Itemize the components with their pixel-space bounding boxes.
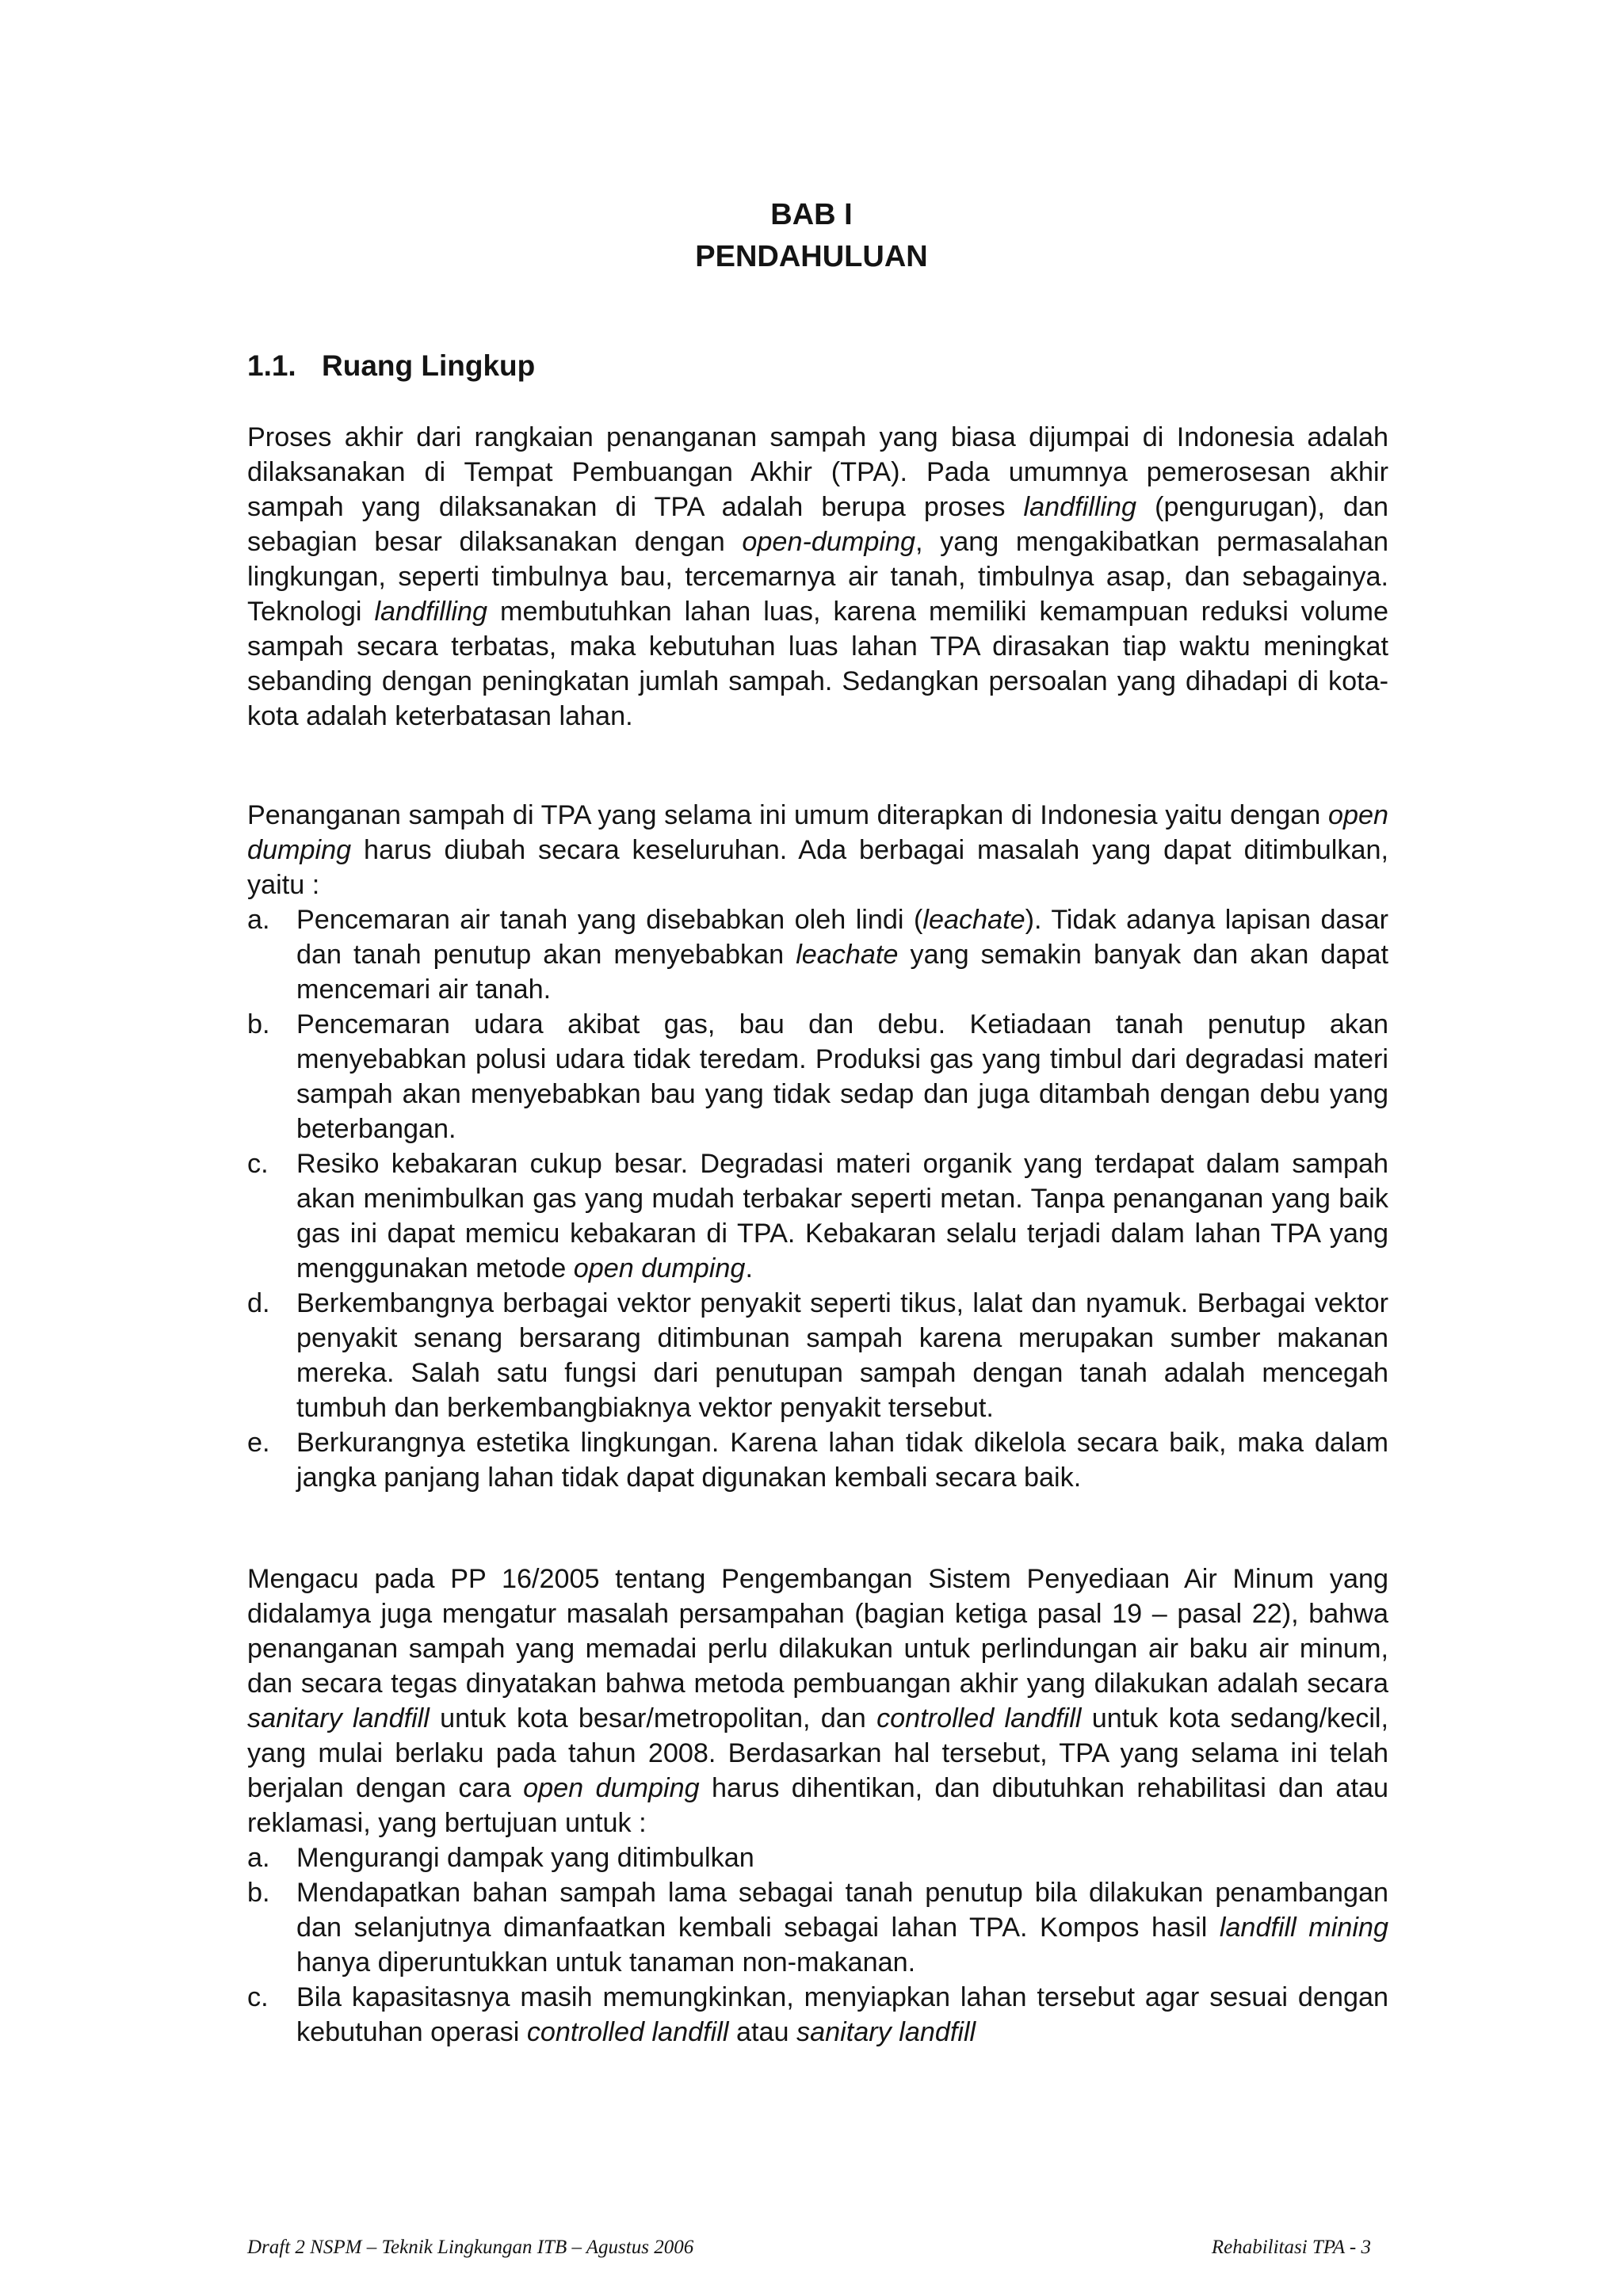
list-marker: c. bbox=[247, 1982, 269, 2012]
footer-page-number: Rehabilitasi TPA - 3 bbox=[1211, 2237, 1371, 2258]
list-marker: b. bbox=[247, 1009, 270, 1039]
paragraph-text: Penanganan sampah di TPA yang selama ini umum diterapkan di Indonesia yaitu dengan open dumping harus diubah secara keseluruhan. Ada berbagai masalah yang dapat ditimbulkan, yaitu : bbox=[247, 800, 1388, 900]
list-marker: b. bbox=[247, 1878, 270, 1908]
paragraph-text: Mengacu pada PP 16/2005 tentang Pengembangan Sistem Penyediaan Air Minum yang didalamya juga mengatur masalah persampahan (bagian ketiga pasal 19 – pasal 22), bahwa penanganan sampah yang memadai perlu dilakukan untuk perlindungan air baku air minum, dan secara tegas dinyatakan bahwa metoda pembuangan akhir yang dilakukan adalah secara sanitary landfill untuk kota besar/metropolitan, dan controlled landfill untuk kota sedang/kecil, yang mulai berlaku pada tahun 2008. Berdasarkan hal tersebut, TPA yang selama ini telah berjalan dengan cara open dumping harus dihentikan, dan dibutuhkan rehabilitasi dan atau reklamasi, yang bertujuan untuk : bbox=[247, 1564, 1389, 1838]
list-marker: e. bbox=[247, 1428, 270, 1458]
section-title: Ruang Lingkup bbox=[322, 349, 536, 382]
paragraph-intro bbox=[247, 420, 1388, 734]
list-marker: c. bbox=[247, 1149, 269, 1179]
list-item: c. Bila kapasitasnya masih memungkinkan, menyiapkan lahan tersebut agar sesuai dengan kebutuhan operasi controlled landfill atau sanitary landfill bbox=[247, 1980, 1388, 2050]
list-marker: d. bbox=[247, 1288, 270, 1318]
paragraph-text: Proses akhir dari rangkaian penanganan sampah yang biasa dijumpai di Indonesia adalah dilaksanakan di Tempat Pembuangan Akhir (TPA). Pada umumnya pemerosesan akhir sampah yang dilaksanakan di TPA adalah berupa proses landfilling (pengurugan), dan sebagian besar dilaksanakan dengan open-dumping, yang mengakibatkan permasalahan lingkungan, seperti timbulnya bau, tercemarnya air tanah, timbulnya asap, dan sebagainya. Teknologi landfilling membutuhkan lahan luas, karena memiliki kemampuan reduksi volume sampah secara terbatas, maka kebutuhan luas lahan TPA dirasakan tiap waktu meningkat sebanding dengan peningkatan jumlah sampah. Sedangkan persoalan yang dihadapi di kota-kota adalah keterbatasan lahan. bbox=[247, 422, 1389, 731]
objectives-list bbox=[247, 1840, 1388, 2050]
list-item: e. Berkurangnya estetika lingkungan. Karena lahan tidak dikelola secara baik, maka dalam jangka panjang lahan tidak dapat digunakan kembali secara baik. bbox=[247, 1425, 1388, 1495]
list-marker: a. bbox=[247, 905, 270, 935]
list-marker: a. bbox=[247, 1843, 270, 1873]
paragraph-regulation bbox=[247, 1562, 1388, 2050]
chapter-label: BAB I bbox=[770, 198, 853, 231]
section-number: 1.1. bbox=[247, 349, 296, 382]
problems-list bbox=[247, 902, 1388, 1495]
paragraph-problems bbox=[247, 798, 1388, 1495]
list-item: b. Pencemaran udara akibat gas, bau dan debu. Ketiadaan tanah penutup akan menyebabkan polusi udara tidak teredam. Produksi gas yang timbul dari degradasi materi sampah akan menyebabkan bau yang tidak sedap dan juga ditambah dengan debu yang beterbangan. bbox=[247, 1007, 1388, 1146]
list-item: a. Mengurangi dampak yang ditimbulkan bbox=[247, 1840, 1388, 1875]
list-item: a. Pencemaran air tanah yang disebabkan oleh lindi (leachate). Tidak adanya lapisan dasar dan tanah penutup akan menyebabkan leachate yang semakin banyak dan akan dapat mencemari air tanah. bbox=[247, 902, 1388, 1007]
list-item: c. Resiko kebakaran cukup besar. Degradasi materi organik yang terdapat dalam sampah akan menimbulkan gas yang mudah terbakar seperti metan. Tanpa penanganan yang baik gas ini dapat memicu kebakaran di TPA. Kebakaran selalu terjadi dalam lahan TPA yang menggunakan metode open dumping. bbox=[247, 1146, 1388, 1286]
list-item: b. Mendapatkan bahan sampah lama sebagai tanah penutup bila dilakukan penambangan dan selanjutnya dimanfaatkan kembali sebagai lahan TPA. Kompos hasil landfill mining hanya diperuntukkan untuk tanaman non-makanan. bbox=[247, 1875, 1388, 1980]
list-item: d. Berkembangnya berbagai vektor penyakit seperti tikus, lalat dan nyamuk. Berbagai vektor penyakit senang bersarang ditimbunan sampah karena merupakan sumber makanan mereka. Salah satu fungsi dari penutupan sampah dengan tanah adalah mencegah tumbuh dan berkembangbiaknya vektor penyakit tersebut. bbox=[247, 1286, 1388, 1425]
chapter-title: PENDAHULUAN bbox=[695, 240, 928, 273]
section-heading bbox=[247, 344, 535, 388]
footer-left: Draft 2 NSPM – Teknik Lingkungan ITB – Agustus 2006 bbox=[247, 2237, 694, 2258]
